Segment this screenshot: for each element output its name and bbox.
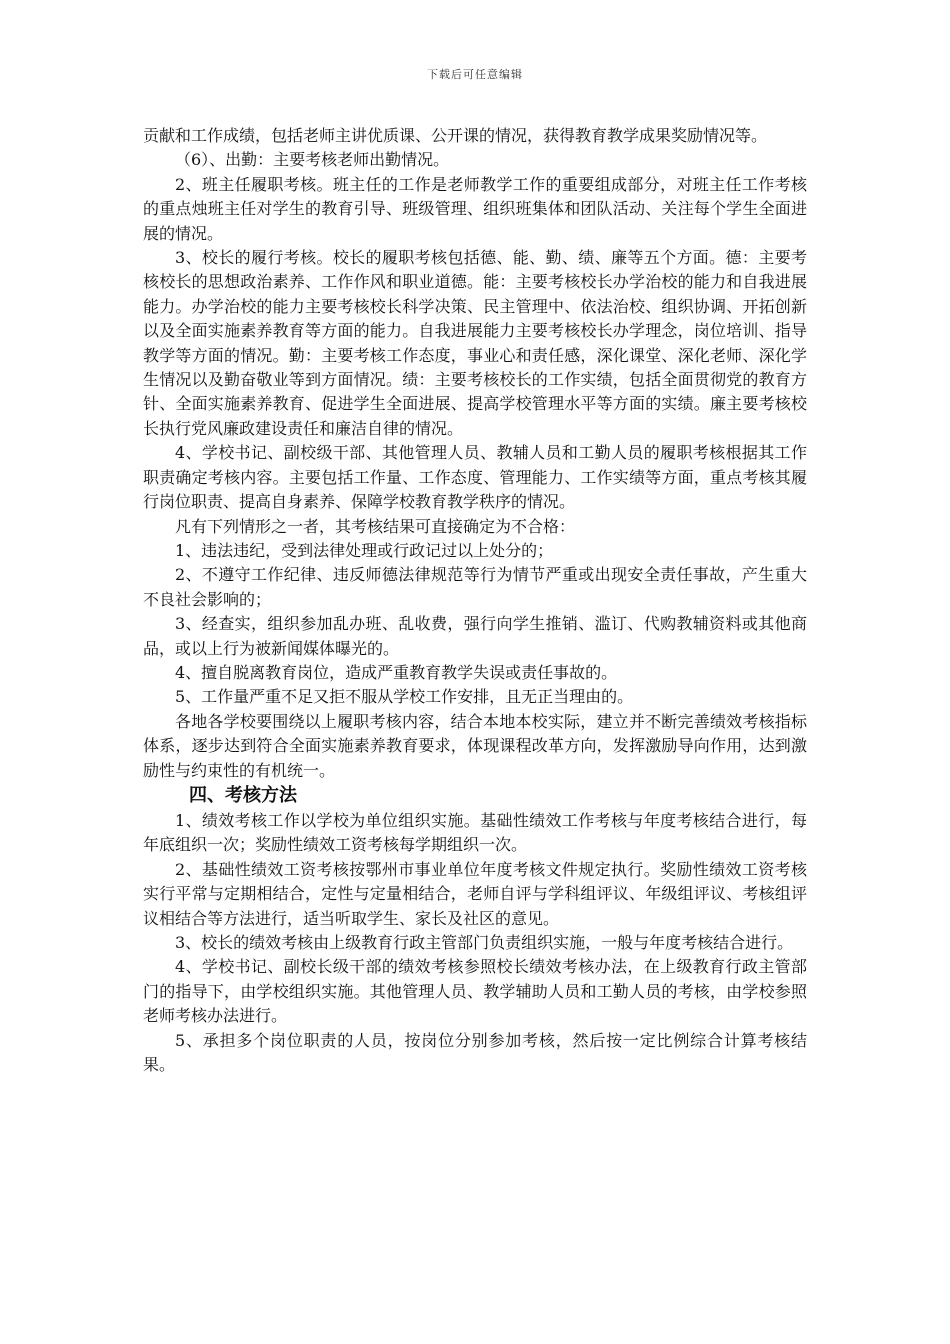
paragraph: （6）、出勤：主要考核老师出勤情况。: [175, 150, 450, 170]
paragraph: 2、基础性绩效工资考核按鄂州市事业单位年度考核文件规定执行。奖励性绩效工资考核实行平常与定期相结合，定性与定量相结合，老师自评与学科组评议、年级组评议、考核组评议相结合等方法进行，适当听取学生、家长及社区的意见。: [143, 859, 807, 928]
paragraph: 凡有下列情形之一者，其考核结果可直接确定为不合格：: [175, 516, 576, 536]
paragraph: 3、经查实，组织参加乱办班、乱收费，强行向学生推销、滥订、代购教辅资料或其他商品，或以上行为被新闻媒体曝光的。: [143, 614, 807, 658]
paragraph: 1、违法违纪，受到法律处理或行政记过以上处分的；: [175, 540, 554, 560]
paragraph: 贡献和工作成绩，包括老师主讲优质课、公开课的情况，获得教育教学成果奖励情况等。: [143, 126, 768, 145]
paragraph: 3、校长的履行考核。校长的履职考核包括德、能、勤、绩、廉等五个方面。德：主要考核校长的思想政治素养、工作作风和职业道德。能：主要考核校长办学治校的能力和自我进展能力。办学治校的能力主要考核校长科学决策、民主管理中、依法治校、组织协调、开拓创新以及全面实施素养教育等方面的能力。自我进展能力主要考核校长办学理念，岗位培训、指导教学等方面的情况。勤：主要考核工作态度，事业心和责任感，深化课堂、深化老师、深化学生情况以及勤奋敬业等到方面情况。绩：主要考核校长的工作实绩，包括全面贯彻党的教育方针、全面实施素养教育、促进学生全面进展、提高学校管理水平等方面的实绩。廉主要考核校长执行党风廉政建设责任和廉洁自律的情况。: [143, 248, 807, 438]
paragraph: 2、不遵守工作纪律、违反师德法律规范等行为情节严重或出现安全责任事故，产生重大不良社会影响的；: [143, 565, 807, 609]
paragraph: 4、擅自脱离教育岗位，造成严重教育教学失误或责任事故的。: [175, 662, 618, 682]
section-heading: 四、考核方法: [189, 784, 297, 806]
paragraph: 4、学校书记、副校级干部、其他管理人员、教辅人员和工勤人员的履职考核根据其工作职责确定考核内容。主要包括工作量、工作态度、管理能力、工作实绩等方面，重点考核其履行岗位职责、提高自身素养、保障学校教育教学秩序的情况。: [143, 443, 807, 512]
document-body: [143, 124, 807, 1077]
page-header: 下载后可任意编辑: [427, 68, 523, 81]
paragraph: 各地各学校要围绕以上履职考核内容，结合本地本校实际，建立并不断完善绩效考核指标体系，逐步达到符合全面实施素养教育要求，体现课程改革方向，发挥激励导向作用，达到激励性与约束性的有机统一。: [143, 711, 807, 780]
paragraph: 3、校长的绩效考核由上级教育行政主管部门负责组织实施，一般与年度考核结合进行。: [175, 933, 794, 952]
paragraph: 1、绩效考核工作以学校为单位组织实施。基础性绩效工作考核与年度考核结合进行，每年底组织一次；奖励性绩效工资考核每学期组织一次。: [143, 810, 807, 855]
paragraph: 4、学校书记、副校长级干部的绩效考核参照校长绩效考核办法，在上级教育行政主管部门的指导下，由学校组织实施。其他管理人员、教学辅助人员和工勤人员的考核，由学校参照老师考核办法进行。: [143, 957, 807, 1026]
paragraph: 5、工作量严重不足又拒不服从学校工作安排，且无正当理由的。: [175, 687, 634, 707]
paragraph: 5、承担多个岗位职责的人员，按岗位分别参加考核，然后按一定比例综合计算考核结果。: [143, 1030, 807, 1075]
paragraph: 2、班主任履职考核。班主任的工作是老师教学工作的重要组成部分，对班主任工作考核的重点烛班主任对学生的教育引导、班级管理、组织班集体和团队活动、关注每个学生全面进展的情况。: [143, 174, 807, 243]
